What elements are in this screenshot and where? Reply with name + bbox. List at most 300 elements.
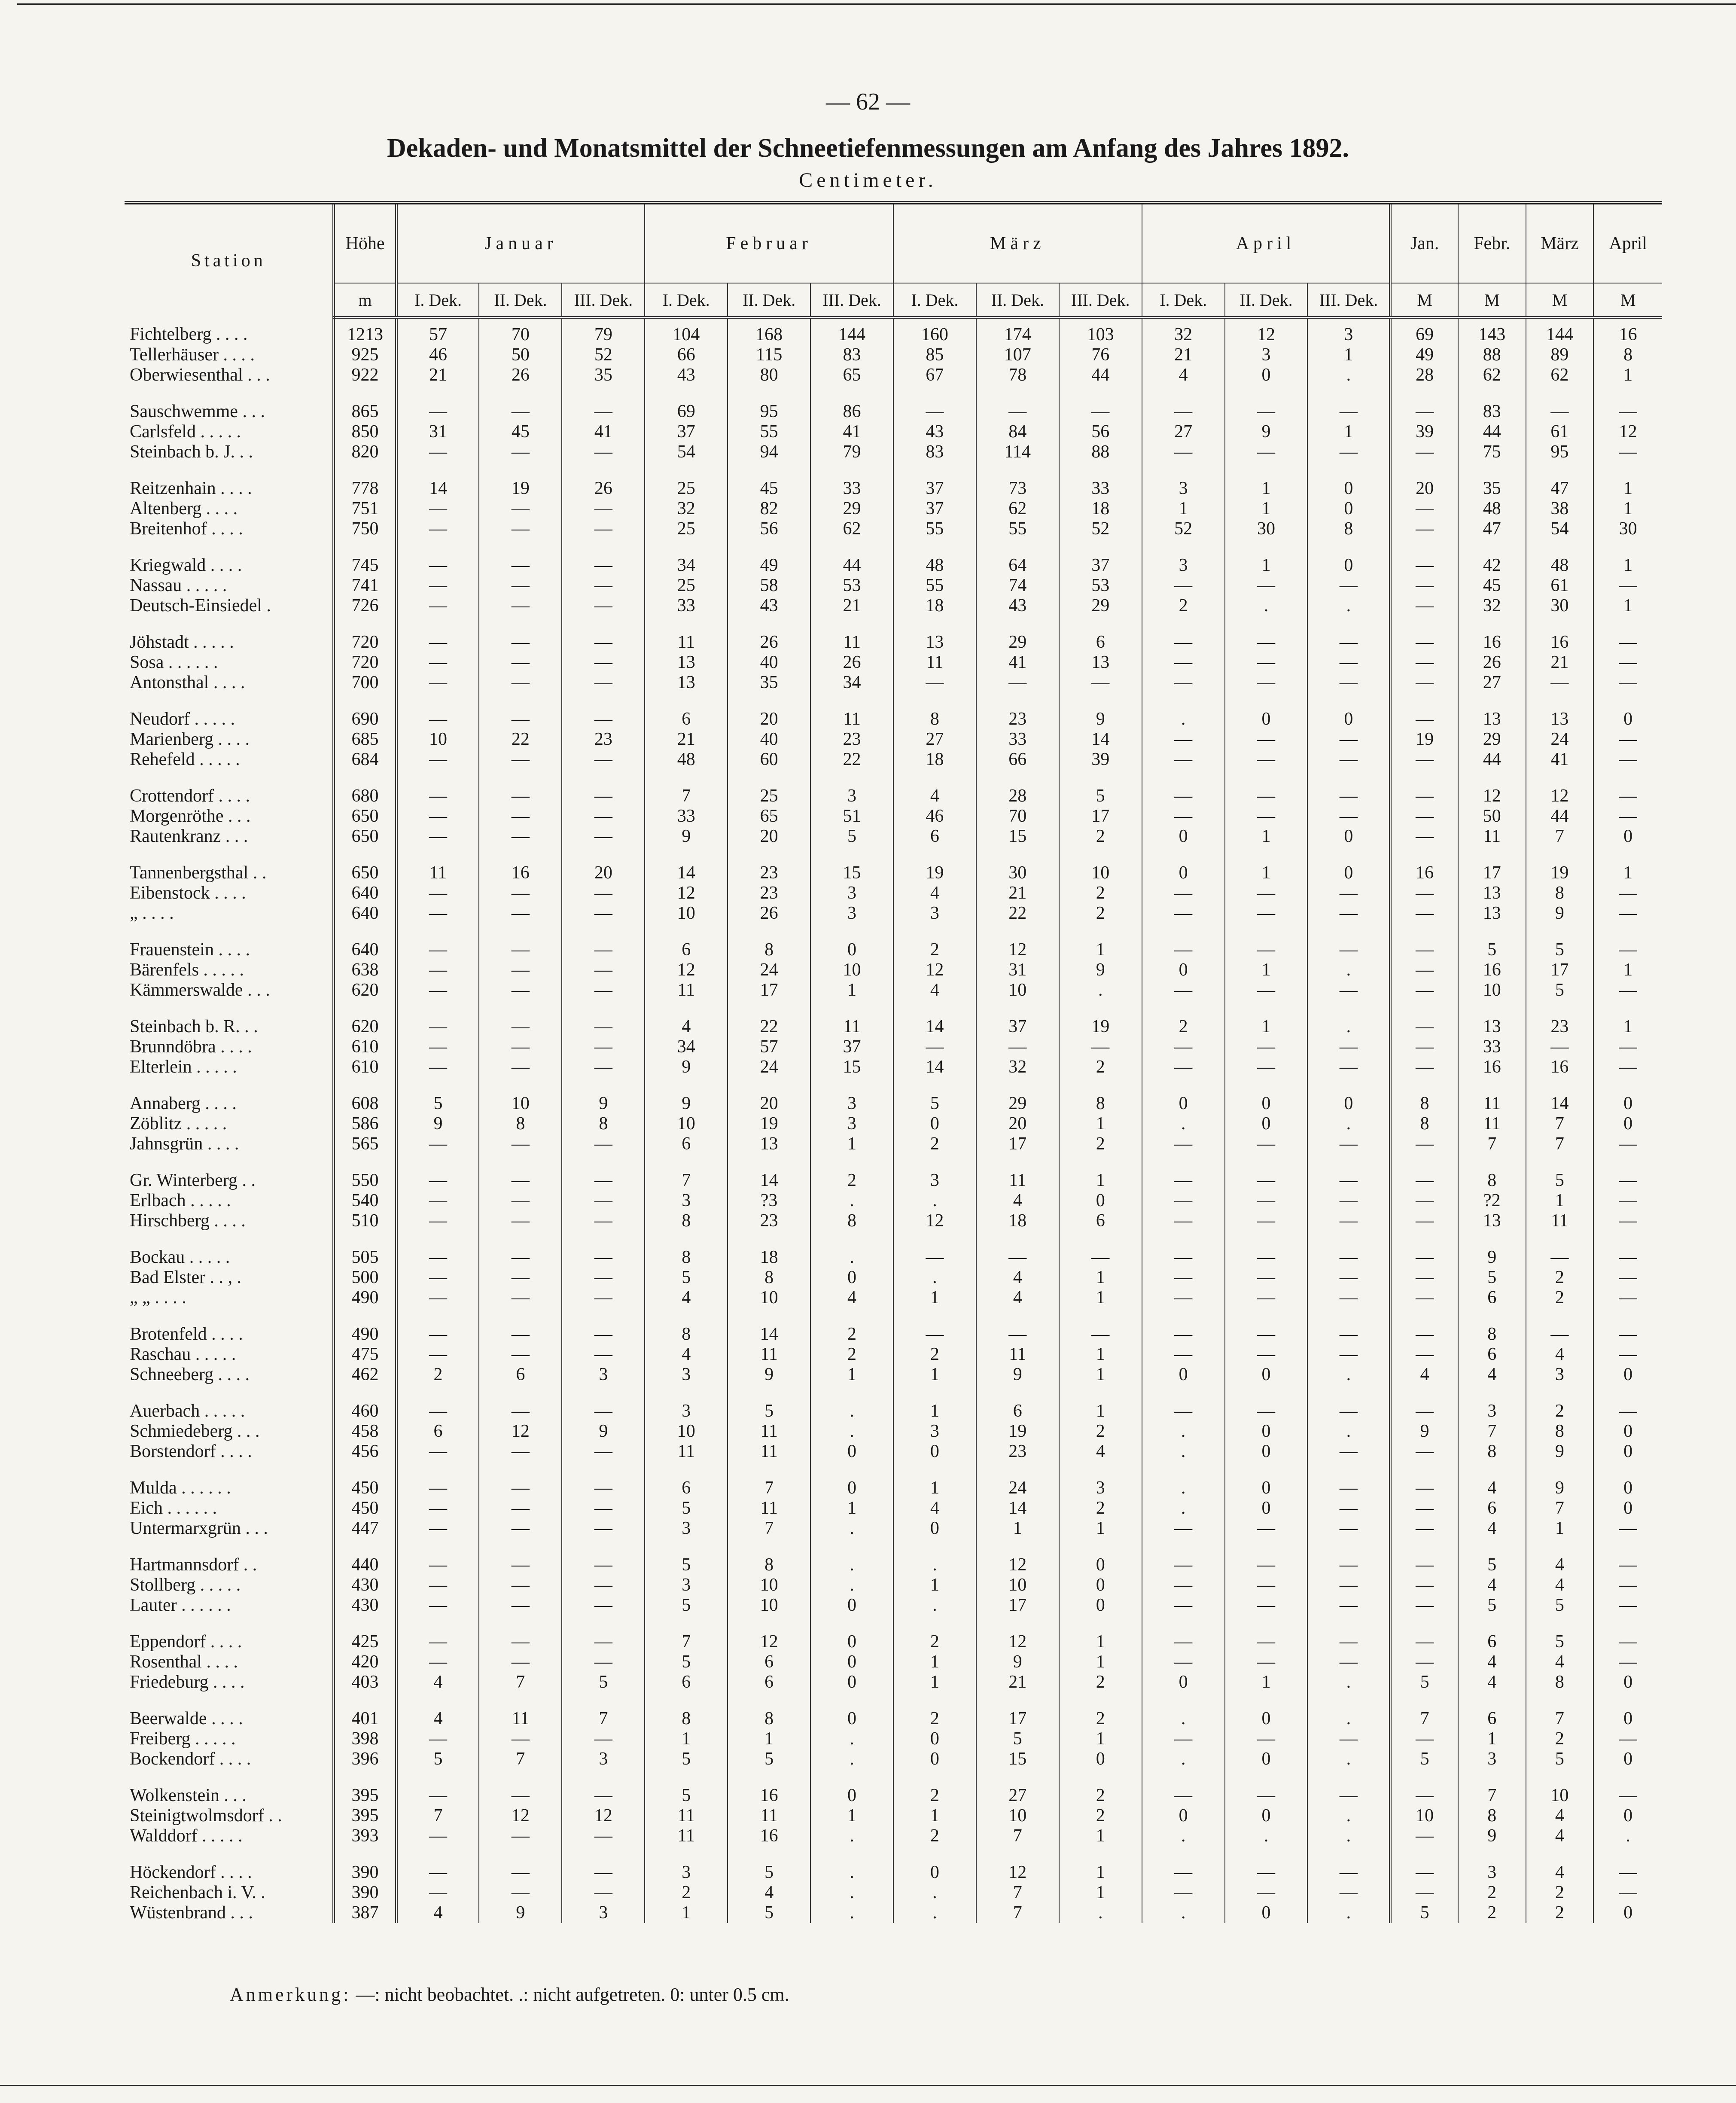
table-row bbox=[125, 1114, 1662, 1134]
table-row bbox=[125, 750, 1662, 770]
value-cell: 11 bbox=[728, 1498, 810, 1518]
value-cell: 19 bbox=[479, 479, 562, 499]
value-cell: 50 bbox=[479, 345, 562, 365]
value-cell: — bbox=[562, 1575, 645, 1595]
value-cell: — bbox=[396, 1288, 479, 1308]
value-cell: 12 bbox=[645, 960, 728, 980]
value-cell: 6 bbox=[479, 1365, 562, 1385]
value-cell: — bbox=[396, 1247, 479, 1268]
value-cell: 9 bbox=[1059, 960, 1142, 980]
value-cell: 9 bbox=[645, 826, 728, 847]
value-cell: — bbox=[396, 1883, 479, 1903]
value-cell: 1 bbox=[1593, 863, 1662, 883]
value-cell: — bbox=[1059, 1324, 1142, 1344]
value-cell: 5 bbox=[1458, 1595, 1526, 1615]
value-cell: — bbox=[1390, 673, 1458, 693]
value-cell: 65 bbox=[810, 365, 893, 385]
value-cell: 4 bbox=[1526, 1826, 1594, 1846]
station-name: Brotenfeld . . . . bbox=[130, 1324, 243, 1344]
hoehe-cell: 505 bbox=[334, 1247, 396, 1268]
value-cell: 1 bbox=[1059, 940, 1142, 960]
value-cell: 84 bbox=[976, 422, 1059, 442]
value-cell: — bbox=[1307, 786, 1390, 806]
value-cell: — bbox=[1225, 1134, 1308, 1154]
value-cell: 3 bbox=[893, 1421, 976, 1442]
value-cell: 33 bbox=[645, 806, 728, 826]
value-cell: 10 bbox=[728, 1575, 810, 1595]
value-cell: 13 bbox=[1458, 1211, 1526, 1231]
value-cell: 12 bbox=[1526, 786, 1594, 806]
value-cell: 6 bbox=[976, 1401, 1059, 1421]
value-cell: 37 bbox=[1059, 555, 1142, 576]
value-cell: — bbox=[479, 1595, 562, 1615]
value-cell: 1 bbox=[1059, 1268, 1142, 1288]
value-cell: 12 bbox=[1593, 422, 1662, 442]
value-cell: 0 bbox=[1225, 1749, 1308, 1769]
value-cell: — bbox=[1390, 576, 1458, 596]
value-cell: 1 bbox=[1593, 555, 1662, 576]
value-cell: 0 bbox=[1593, 1114, 1662, 1134]
group-spacer bbox=[125, 770, 1662, 786]
value-cell: — bbox=[396, 519, 479, 539]
value-cell: — bbox=[1307, 1268, 1390, 1288]
value-cell: 1 bbox=[1059, 1652, 1142, 1672]
value-cell: — bbox=[1390, 1826, 1458, 1846]
station-name: Rehefeld . . . . . bbox=[130, 750, 240, 769]
hoehe-cell: 398 bbox=[334, 1729, 396, 1749]
value-cell: — bbox=[479, 1729, 562, 1749]
value-cell: 29 bbox=[810, 499, 893, 519]
table-row bbox=[125, 1211, 1662, 1231]
value-cell: . bbox=[1225, 596, 1308, 616]
value-cell: 23 bbox=[1526, 1017, 1594, 1037]
value-cell: 0 bbox=[1225, 1903, 1308, 1923]
value-cell: 3 bbox=[1307, 317, 1390, 345]
value-cell: . bbox=[1307, 1017, 1390, 1037]
value-cell: 76 bbox=[1059, 345, 1142, 365]
value-cell: 2 bbox=[1059, 1057, 1142, 1077]
value-cell: — bbox=[1390, 1478, 1458, 1498]
unit-subtitle: Centimeter. bbox=[799, 169, 937, 192]
value-cell: 12 bbox=[893, 960, 976, 980]
hoehe-cell: 490 bbox=[334, 1288, 396, 1308]
value-cell: — bbox=[1142, 1037, 1225, 1057]
value-cell: 25 bbox=[645, 576, 728, 596]
table-body bbox=[125, 317, 1662, 1923]
value-cell: 17 bbox=[1059, 806, 1142, 826]
value-cell: — bbox=[479, 1057, 562, 1077]
value-cell: — bbox=[1390, 1442, 1458, 1462]
value-cell: — bbox=[1225, 1401, 1308, 1421]
station-name: Bockau . . . . . bbox=[130, 1247, 230, 1267]
value-cell: 7 bbox=[1526, 1709, 1594, 1729]
table-row bbox=[125, 1421, 1662, 1442]
value-cell: 7 bbox=[645, 786, 728, 806]
value-cell: 12 bbox=[976, 1632, 1059, 1652]
value-cell: . bbox=[810, 1401, 893, 1421]
station-header: Station bbox=[191, 251, 266, 271]
value-cell: — bbox=[1225, 750, 1308, 770]
value-cell: 13 bbox=[728, 1134, 810, 1154]
value-cell: — bbox=[1307, 903, 1390, 923]
value-cell: 33 bbox=[1059, 479, 1142, 499]
value-cell: — bbox=[396, 1826, 479, 1846]
value-cell: 9 bbox=[1526, 1442, 1594, 1462]
hoehe-cell: 726 bbox=[334, 596, 396, 616]
value-cell: 0 bbox=[893, 1729, 976, 1749]
value-cell: — bbox=[1593, 903, 1662, 923]
hoehe-cell: 650 bbox=[334, 826, 396, 847]
value-cell: — bbox=[1526, 1037, 1594, 1057]
hoehe-cell: 690 bbox=[334, 709, 396, 729]
hoehe-cell: 510 bbox=[334, 1211, 396, 1231]
value-cell: 10 bbox=[645, 1114, 728, 1134]
value-cell: — bbox=[1593, 652, 1662, 673]
value-cell: — bbox=[1307, 1344, 1390, 1365]
value-cell: 1 bbox=[893, 1288, 976, 1308]
value-cell: 3 bbox=[645, 1518, 728, 1539]
value-cell: 4 bbox=[1526, 1862, 1594, 1883]
value-cell: — bbox=[1225, 1555, 1308, 1575]
dek-header: III. Dek. bbox=[562, 283, 645, 317]
table-row bbox=[125, 1498, 1662, 1518]
value-cell: 0 bbox=[1059, 1749, 1142, 1769]
value-cell: 4 bbox=[728, 1883, 810, 1903]
value-cell: 34 bbox=[645, 555, 728, 576]
table-row bbox=[125, 1442, 1662, 1462]
value-cell: 9 bbox=[1458, 1826, 1526, 1846]
value-cell: — bbox=[396, 402, 479, 422]
value-cell: 17 bbox=[1458, 863, 1526, 883]
value-cell: — bbox=[1142, 883, 1225, 903]
value-cell: 6 bbox=[645, 709, 728, 729]
table-row bbox=[125, 903, 1662, 923]
value-cell: . bbox=[810, 1826, 893, 1846]
value-cell: 11 bbox=[645, 980, 728, 1000]
value-cell: — bbox=[1059, 673, 1142, 693]
value-cell: 13 bbox=[1458, 883, 1526, 903]
value-cell: 12 bbox=[1458, 786, 1526, 806]
value-cell: — bbox=[1307, 1037, 1390, 1057]
value-cell: — bbox=[562, 1786, 645, 1806]
value-cell: . bbox=[1307, 1826, 1390, 1846]
value-cell: — bbox=[1390, 1595, 1458, 1615]
value-cell: 1 bbox=[1593, 365, 1662, 385]
group-spacer bbox=[125, 923, 1662, 940]
station-name: Beerwalde . . . . bbox=[130, 1709, 243, 1728]
value-cell: 8 bbox=[645, 1247, 728, 1268]
monthly-header-febr: Febr. bbox=[1458, 203, 1526, 283]
group-spacer bbox=[125, 1462, 1662, 1478]
value-cell: — bbox=[1142, 402, 1225, 422]
value-cell: — bbox=[1307, 1442, 1390, 1462]
station-name: Altenberg . . . . bbox=[130, 499, 238, 518]
value-cell: 8 bbox=[1458, 1170, 1526, 1191]
value-cell: . bbox=[1142, 1903, 1225, 1923]
value-cell: 12 bbox=[728, 1632, 810, 1652]
value-cell: — bbox=[479, 555, 562, 576]
value-cell: — bbox=[1225, 1268, 1308, 1288]
value-cell: 3 bbox=[1059, 1478, 1142, 1498]
value-cell: 30 bbox=[1526, 596, 1594, 616]
value-cell: 18 bbox=[976, 1211, 1059, 1231]
hoehe-cell: 745 bbox=[334, 555, 396, 576]
value-cell: 2 bbox=[810, 1324, 893, 1344]
group-spacer bbox=[125, 462, 1662, 479]
value-cell: — bbox=[1307, 1134, 1390, 1154]
value-cell: 1 bbox=[893, 1672, 976, 1692]
value-cell: 14 bbox=[1059, 729, 1142, 750]
value-cell: 8 bbox=[1526, 883, 1594, 903]
value-cell: 24 bbox=[1526, 729, 1594, 750]
dek-header: I. Dek. bbox=[893, 283, 976, 317]
value-cell: . bbox=[810, 1247, 893, 1268]
value-cell: 29 bbox=[976, 632, 1059, 652]
value-cell: — bbox=[396, 1575, 479, 1595]
value-cell: 2 bbox=[1059, 1709, 1142, 1729]
value-cell: 4 bbox=[645, 1344, 728, 1365]
value-cell: 2 bbox=[1059, 1672, 1142, 1692]
hoehe-header: Höhe bbox=[334, 203, 396, 283]
value-cell: — bbox=[479, 1786, 562, 1806]
value-cell: — bbox=[1225, 806, 1308, 826]
hoehe-cell: 720 bbox=[334, 632, 396, 652]
value-cell: — bbox=[479, 1401, 562, 1421]
value-cell: — bbox=[396, 442, 479, 462]
value-cell: 10 bbox=[810, 960, 893, 980]
table-row bbox=[125, 863, 1662, 883]
value-cell: 2 bbox=[1059, 1134, 1142, 1154]
value-cell: 8 bbox=[728, 940, 810, 960]
value-cell: 43 bbox=[893, 422, 976, 442]
value-cell: — bbox=[1225, 652, 1308, 673]
value-cell: 83 bbox=[1458, 402, 1526, 422]
hoehe-cell: 475 bbox=[334, 1344, 396, 1365]
value-cell: — bbox=[1307, 1575, 1390, 1595]
value-cell: — bbox=[1225, 1632, 1308, 1652]
value-cell: 41 bbox=[810, 422, 893, 442]
value-cell: — bbox=[396, 1037, 479, 1057]
value-cell: 13 bbox=[1526, 709, 1594, 729]
value-cell: 1 bbox=[1593, 960, 1662, 980]
value-cell: — bbox=[1142, 1134, 1225, 1154]
value-cell: 19 bbox=[1059, 1017, 1142, 1037]
value-cell: 2 bbox=[645, 1883, 728, 1903]
value-cell: 35 bbox=[562, 365, 645, 385]
value-cell: 10 bbox=[728, 1288, 810, 1308]
value-cell: 8 bbox=[645, 1324, 728, 1344]
value-cell: 3 bbox=[1142, 479, 1225, 499]
value-cell: 32 bbox=[645, 499, 728, 519]
value-cell: — bbox=[1390, 806, 1458, 826]
value-cell: 3 bbox=[1458, 1749, 1526, 1769]
table-row bbox=[125, 402, 1662, 422]
value-cell: — bbox=[562, 1442, 645, 1462]
value-cell: — bbox=[1390, 709, 1458, 729]
station-name: Sosa . . . . . . bbox=[130, 652, 218, 672]
value-cell: 1 bbox=[810, 980, 893, 1000]
value-cell: 1 bbox=[1059, 1729, 1142, 1749]
snow-depth-table bbox=[125, 201, 1662, 1923]
value-cell: ?3 bbox=[728, 1191, 810, 1211]
value-cell: 1 bbox=[1059, 1401, 1142, 1421]
value-cell: — bbox=[1593, 1518, 1662, 1539]
value-cell: 25 bbox=[728, 786, 810, 806]
dek-header: II. Dek. bbox=[479, 283, 562, 317]
table-row bbox=[125, 786, 1662, 806]
value-cell: 13 bbox=[645, 652, 728, 673]
value-cell: 5 bbox=[645, 1786, 728, 1806]
table-row bbox=[125, 519, 1662, 539]
table-row bbox=[125, 1786, 1662, 1806]
value-cell: 12 bbox=[893, 1211, 976, 1231]
value-cell: 30 bbox=[1593, 519, 1662, 539]
value-cell: 73 bbox=[976, 479, 1059, 499]
value-cell: — bbox=[1307, 1401, 1390, 1421]
value-cell: — bbox=[1593, 1883, 1662, 1903]
value-cell: — bbox=[562, 1595, 645, 1615]
hoehe-cell: 390 bbox=[334, 1883, 396, 1903]
value-cell: 4 bbox=[1458, 1672, 1526, 1692]
dek-header: II. Dek. bbox=[976, 283, 1059, 317]
value-cell: — bbox=[1307, 1862, 1390, 1883]
value-cell: 69 bbox=[645, 402, 728, 422]
value-cell: 0 bbox=[1225, 1709, 1308, 1729]
value-cell: — bbox=[562, 442, 645, 462]
value-cell: 29 bbox=[1458, 729, 1526, 750]
hoehe-cell: 586 bbox=[334, 1114, 396, 1134]
value-cell: 0 bbox=[1593, 1672, 1662, 1692]
value-cell: 8 bbox=[1307, 519, 1390, 539]
value-cell: 1 bbox=[810, 1806, 893, 1826]
table-row bbox=[125, 1826, 1662, 1846]
value-cell: 4 bbox=[1458, 1652, 1526, 1672]
value-cell: — bbox=[562, 1862, 645, 1883]
value-cell: 1 bbox=[1526, 1518, 1594, 1539]
value-cell: — bbox=[1307, 1632, 1390, 1652]
station-name: Crottendorf . . . . bbox=[130, 786, 250, 806]
value-cell: — bbox=[1390, 1862, 1458, 1883]
value-cell: 39 bbox=[1390, 422, 1458, 442]
value-cell: 1 bbox=[1526, 1191, 1594, 1211]
value-cell: — bbox=[1593, 1401, 1662, 1421]
value-cell: — bbox=[1307, 1324, 1390, 1344]
value-cell: — bbox=[396, 1729, 479, 1749]
value-cell: 25 bbox=[645, 519, 728, 539]
value-cell: 41 bbox=[976, 652, 1059, 673]
value-cell: 49 bbox=[1390, 345, 1458, 365]
value-cell: 9 bbox=[645, 1094, 728, 1114]
hoehe-cell: 450 bbox=[334, 1478, 396, 1498]
value-cell: 8 bbox=[479, 1114, 562, 1134]
value-cell: — bbox=[562, 709, 645, 729]
value-cell: 62 bbox=[810, 519, 893, 539]
value-cell: 16 bbox=[1458, 1057, 1526, 1077]
value-cell: 15 bbox=[976, 826, 1059, 847]
value-cell: — bbox=[396, 1344, 479, 1365]
value-cell: — bbox=[1307, 980, 1390, 1000]
value-cell: 114 bbox=[976, 442, 1059, 462]
value-cell: 0 bbox=[1225, 1478, 1308, 1498]
value-cell: . bbox=[1225, 1826, 1308, 1846]
value-cell: 79 bbox=[562, 317, 645, 345]
hoehe-cell: 620 bbox=[334, 1017, 396, 1037]
group-spacer bbox=[125, 385, 1662, 402]
value-cell: — bbox=[1390, 1268, 1458, 1288]
value-cell: 5 bbox=[1390, 1903, 1458, 1923]
value-cell: — bbox=[1593, 673, 1662, 693]
value-cell: . bbox=[893, 1555, 976, 1575]
value-cell: 10 bbox=[976, 980, 1059, 1000]
station-name: Reichenbach i. V. . bbox=[130, 1883, 265, 1902]
value-cell: — bbox=[1593, 980, 1662, 1000]
value-cell: — bbox=[562, 1288, 645, 1308]
value-cell: — bbox=[479, 1211, 562, 1231]
value-cell: 1 bbox=[810, 1498, 893, 1518]
value-cell: — bbox=[1059, 1247, 1142, 1268]
value-cell: — bbox=[1142, 1518, 1225, 1539]
value-cell: 11 bbox=[728, 1806, 810, 1826]
value-cell: 4 bbox=[976, 1191, 1059, 1211]
value-cell: 25 bbox=[645, 479, 728, 499]
value-cell: — bbox=[976, 1247, 1059, 1268]
value-cell: 28 bbox=[1390, 365, 1458, 385]
value-cell: — bbox=[1142, 940, 1225, 960]
value-cell: — bbox=[1390, 750, 1458, 770]
value-cell: 1 bbox=[893, 1365, 976, 1385]
value-cell: 4 bbox=[893, 883, 976, 903]
value-cell: — bbox=[1593, 576, 1662, 596]
value-cell: — bbox=[1390, 1211, 1458, 1231]
value-cell: 7 bbox=[1458, 1421, 1526, 1442]
value-cell: 31 bbox=[976, 960, 1059, 980]
value-cell: — bbox=[479, 519, 562, 539]
value-cell: — bbox=[396, 960, 479, 980]
station-name: Jahnsgrün . . . . bbox=[130, 1134, 239, 1154]
value-cell: — bbox=[562, 1401, 645, 1421]
hoehe-cell: 430 bbox=[334, 1575, 396, 1595]
value-cell: — bbox=[396, 1017, 479, 1037]
value-cell: 1 bbox=[1225, 863, 1308, 883]
value-cell: . bbox=[1142, 1749, 1225, 1769]
value-cell: — bbox=[1225, 442, 1308, 462]
value-cell: 20 bbox=[728, 709, 810, 729]
value-cell: 6 bbox=[1059, 1211, 1142, 1231]
hoehe-cell: 458 bbox=[334, 1421, 396, 1442]
value-cell: 1 bbox=[1593, 596, 1662, 616]
value-cell: 0 bbox=[1225, 1365, 1308, 1385]
value-cell: 3 bbox=[810, 903, 893, 923]
value-cell: — bbox=[562, 1478, 645, 1498]
value-cell: — bbox=[1225, 576, 1308, 596]
station-name: Tellerhäuser . . . . bbox=[130, 345, 255, 365]
value-cell: — bbox=[396, 1498, 479, 1518]
value-cell: — bbox=[1593, 1324, 1662, 1344]
value-cell: 2 bbox=[1526, 1883, 1594, 1903]
value-cell: 46 bbox=[893, 806, 976, 826]
value-cell: — bbox=[1390, 1883, 1458, 1903]
value-cell: 14 bbox=[728, 1324, 810, 1344]
value-cell: — bbox=[1593, 1786, 1662, 1806]
value-cell: — bbox=[1142, 1401, 1225, 1421]
value-cell: 27 bbox=[976, 1786, 1059, 1806]
value-cell: 48 bbox=[1526, 555, 1594, 576]
value-cell: — bbox=[396, 1211, 479, 1231]
value-cell: 18 bbox=[1059, 499, 1142, 519]
hoehe-cell: 741 bbox=[334, 576, 396, 596]
value-cell: 34 bbox=[645, 1037, 728, 1057]
value-cell: — bbox=[396, 883, 479, 903]
